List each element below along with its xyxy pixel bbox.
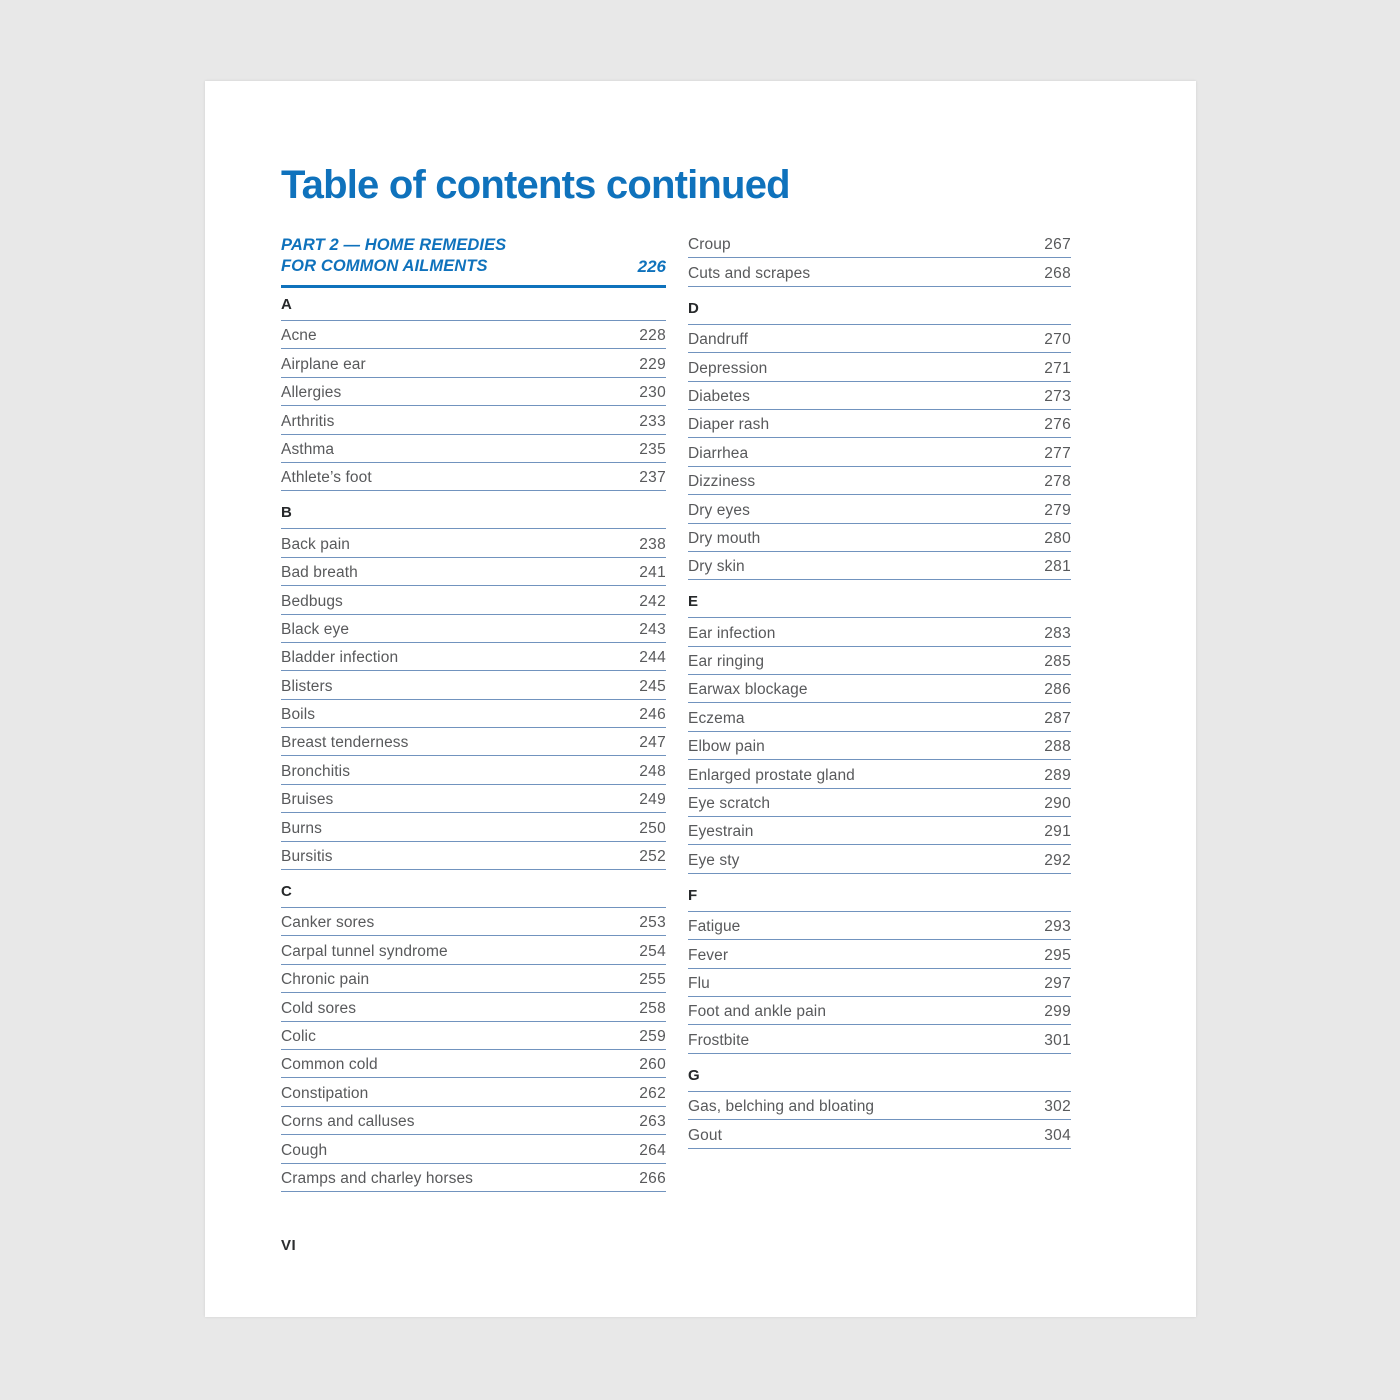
toc-entry-page-number: 279 [1044, 501, 1071, 519]
toc-entry-label: Blisters [281, 677, 333, 695]
toc-entry-page-number: 246 [639, 706, 666, 724]
toc-entry-page-number: 258 [639, 999, 666, 1017]
toc-entry-page-number: 252 [639, 848, 666, 866]
toc-entry [281, 615, 666, 643]
toc-entry-label: Diaper rash [688, 416, 770, 434]
toc-entry-label: Common cold [281, 1056, 378, 1074]
toc-entry-page-number: 233 [639, 412, 666, 430]
toc-entry [281, 671, 666, 699]
toc-entry-label: Black eye [281, 620, 350, 638]
toc-entry-page-number: 281 [1044, 558, 1071, 576]
toc-entry [281, 1107, 666, 1135]
toc-entry-page-number: 264 [639, 1141, 666, 1159]
toc-entry-page-number: 292 [1044, 851, 1071, 869]
toc-entry-page-number: 273 [1044, 387, 1071, 405]
toc-entry-label: Eye sty [688, 851, 740, 869]
toc-entry-page-number: 295 [1044, 946, 1071, 964]
toc-entry-page-number: 286 [1044, 681, 1071, 699]
toc-entry-label: Allergies [281, 384, 342, 402]
toc-entry [688, 912, 1071, 940]
toc-entry-label: Acne [281, 327, 317, 345]
toc-entry [688, 789, 1071, 817]
toc-entry [688, 1092, 1071, 1120]
page-content [205, 81, 1071, 1254]
toc-entry [281, 558, 666, 586]
toc-entry-label: Constipation [281, 1084, 369, 1102]
toc-entry-page-number: 228 [639, 327, 666, 345]
toc-entry-page-number: 270 [1044, 331, 1071, 349]
toc-entry-label: Flu [688, 974, 710, 992]
toc-entry-page-number: 238 [639, 535, 666, 553]
toc-entry-label: Burns [281, 819, 322, 837]
toc-entry-page-number: 299 [1044, 1003, 1071, 1021]
toc-entry-page-number: 237 [639, 469, 666, 487]
folio-page-number: VI [281, 1236, 297, 1254]
toc-entry-label: Bronchitis [281, 762, 351, 780]
toc-entry [281, 321, 666, 349]
toc-entry [281, 700, 666, 728]
toc-entry [688, 1120, 1071, 1148]
toc-entry [281, 813, 666, 841]
toc-entry [688, 969, 1071, 997]
toc-entry-label: Bladder infection [281, 649, 399, 667]
toc-entry-page-number: 291 [1044, 823, 1071, 841]
toc-entry-label: Cough [281, 1141, 328, 1159]
toc-entry [688, 325, 1071, 353]
toc-entry-label: Foot and ankle pain [688, 1003, 827, 1021]
toc-entry [688, 258, 1071, 286]
toc-entry [688, 940, 1071, 968]
toc-entry [688, 552, 1071, 580]
toc-entry-label: Fever [688, 946, 729, 964]
toc-entry-label: Eyestrain [688, 823, 754, 841]
toc-entry-page-number: 255 [639, 971, 666, 989]
toc-entry-label: Dry eyes [688, 501, 750, 519]
toc-entry-page-number: 285 [1044, 653, 1071, 671]
toc-entry [281, 785, 666, 813]
toc-entry [688, 760, 1071, 788]
toc-entry [281, 586, 666, 614]
toc-entry-page-number: 263 [639, 1113, 666, 1131]
toc-entry-page-number: 268 [1044, 264, 1071, 282]
part-heading-line2: FOR COMMON AILMENTS [281, 257, 488, 275]
toc-entry-label: Arthritis [281, 412, 335, 430]
toc-entry-label: Dizziness [688, 473, 756, 491]
toc-blocks-right [688, 230, 1071, 1149]
toc-entry [688, 845, 1071, 873]
toc-entry-page-number: 297 [1044, 974, 1071, 992]
toc-entry-label: Carpal tunnel syndrome [281, 942, 448, 960]
toc-entry [281, 936, 666, 964]
toc-entry-page-number: 277 [1044, 444, 1071, 462]
section-letter-c: C [281, 879, 666, 908]
toc-entry-page-number: 290 [1044, 795, 1071, 813]
toc-entry-page-number: 235 [639, 440, 666, 458]
toc-entry-page-number: 283 [1044, 624, 1071, 642]
toc-entry-label: Elbow pain [688, 738, 765, 756]
section-letter-b: B [281, 500, 666, 529]
toc-blocks-left [281, 292, 666, 1192]
toc-entry-label: Back pain [281, 535, 350, 553]
part-heading-line1: PART 2 — HOME REMEDIES [281, 236, 507, 254]
toc-entry-label: Ear ringing [688, 653, 765, 671]
toc-entry-page-number: 301 [1044, 1031, 1071, 1049]
toc-entry-page-number: 248 [639, 762, 666, 780]
toc-entry-label: Gout [688, 1126, 723, 1144]
toc-entry-label: Bedbugs [281, 592, 343, 610]
toc-entry-label: Earwax blockage [688, 681, 808, 699]
toc-entry-label: Dry skin [688, 558, 745, 576]
toc-entry-page-number: 253 [639, 914, 666, 932]
toc-entry-page-number: 250 [639, 819, 666, 837]
toc-entry [281, 756, 666, 784]
toc-entry-label: Cold sores [281, 999, 357, 1017]
toc-entry-page-number: 254 [639, 942, 666, 960]
toc-entry-page-number: 288 [1044, 738, 1071, 756]
toc-entry [281, 643, 666, 671]
toc-entry [688, 410, 1071, 438]
toc-entry [688, 618, 1071, 646]
toc-entry-label: Depression [688, 359, 768, 377]
toc-entry [281, 993, 666, 1021]
toc-entry [688, 230, 1071, 258]
toc-entry [281, 908, 666, 936]
toc-entry [281, 1135, 666, 1163]
toc-entry-label: Corns and calluses [281, 1113, 415, 1131]
toc-entry [688, 817, 1071, 845]
toc-entry-page-number: 287 [1044, 709, 1071, 727]
toc-entry [688, 467, 1071, 495]
toc-columns [281, 230, 1071, 1192]
toc-entry-label: Frostbite [688, 1031, 750, 1049]
toc-entry-page-number: 271 [1044, 359, 1071, 377]
toc-entry-page-number: 280 [1044, 529, 1071, 547]
toc-entry-page-number: 302 [1044, 1098, 1071, 1116]
toc-entry-label: Dry mouth [688, 529, 761, 547]
toc-entry [688, 1025, 1071, 1053]
toc-entry-label: Bruises [281, 791, 334, 809]
toc-entry [688, 353, 1071, 381]
toc-entry-label: Canker sores [281, 914, 375, 932]
toc-entry-label: Diabetes [688, 387, 750, 405]
toc-entry-label: Athlete’s foot [281, 469, 372, 487]
section-letter-d: D [688, 296, 1071, 325]
toc-entry-label: Bad breath [281, 564, 358, 582]
toc-entry-page-number: 245 [639, 677, 666, 695]
section-letter-e: E [688, 589, 1071, 618]
part-heading-lines [281, 235, 506, 277]
toc-entry-page-number: 266 [639, 1169, 666, 1187]
toc-entry-page-number: 260 [639, 1056, 666, 1074]
toc-entry-label: Gas, belching and bloating [688, 1098, 875, 1116]
part-heading-page-number: 226 [637, 257, 666, 276]
toc-entry [688, 524, 1071, 552]
toc-entry-page-number: 278 [1044, 473, 1071, 491]
toc-entry-page-number: 304 [1044, 1126, 1071, 1144]
toc-entry [281, 529, 666, 557]
toc-entry-page-number: 259 [639, 1027, 666, 1045]
toc-entry [281, 349, 666, 377]
toc-column-right [688, 230, 1071, 1149]
toc-entry-label: Asthma [281, 440, 335, 458]
toc-entry [688, 647, 1071, 675]
toc-entry [688, 382, 1071, 410]
toc-entry-page-number: 230 [639, 384, 666, 402]
toc-entry-label: Eczema [688, 709, 745, 727]
toc-entry [688, 438, 1071, 466]
toc-entry-page-number: 243 [639, 620, 666, 638]
toc-entry-page-number: 229 [639, 355, 666, 373]
toc-entry [281, 1050, 666, 1078]
toc-entry-label: Bursitis [281, 848, 333, 866]
document-page [205, 81, 1196, 1317]
toc-entry [281, 435, 666, 463]
toc-entry-label: Dandruff [688, 331, 748, 349]
section-letter-a: A [281, 292, 666, 321]
toc-entry [688, 495, 1071, 523]
toc-entry-label: Breast tenderness [281, 734, 409, 752]
toc-entry-label: Enlarged prostate gland [688, 766, 855, 784]
toc-entry-page-number: 242 [639, 592, 666, 610]
toc-entry [688, 675, 1071, 703]
toc-entry-label: Airplane ear [281, 355, 366, 373]
toc-entry [688, 732, 1071, 760]
toc-entry-page-number: 262 [639, 1084, 666, 1102]
section-letter-g: G [688, 1063, 1071, 1092]
toc-entry [281, 463, 666, 491]
toc-entry-page-number: 249 [639, 791, 666, 809]
toc-entry [281, 1164, 666, 1192]
toc-entry-label: Chronic pain [281, 971, 370, 989]
part-heading [281, 230, 666, 288]
toc-entry-label: Ear infection [688, 624, 776, 642]
toc-entry [281, 1022, 666, 1050]
toc-entry-label: Fatigue [688, 918, 741, 936]
toc-entry [281, 406, 666, 434]
toc-entry-page-number: 289 [1044, 766, 1071, 784]
toc-entry [688, 703, 1071, 731]
toc-entry-page-number: 293 [1044, 918, 1071, 936]
toc-entry-label: Eye scratch [688, 795, 771, 813]
toc-entry [281, 1078, 666, 1106]
toc-entry-label: Boils [281, 706, 316, 724]
page-title: Table of contents continued [281, 163, 790, 207]
toc-entry-page-number: 244 [639, 649, 666, 667]
toc-entry-page-number: 267 [1044, 236, 1071, 254]
toc-entry-label: Cramps and charley horses [281, 1169, 474, 1187]
toc-entry [281, 842, 666, 870]
toc-entry [281, 728, 666, 756]
toc-entry-page-number: 241 [639, 564, 666, 582]
section-letter-f: F [688, 883, 1071, 912]
toc-entry-label: Croup [688, 236, 731, 254]
toc-entry-label: Diarrhea [688, 444, 749, 462]
toc-entry-page-number: 276 [1044, 416, 1071, 434]
toc-column-left [281, 230, 666, 1192]
toc-entry [281, 965, 666, 993]
toc-entry-label: Cuts and scrapes [688, 264, 811, 282]
toc-entry-label: Colic [281, 1027, 316, 1045]
toc-entry [688, 997, 1071, 1025]
toc-entry-page-number: 247 [639, 734, 666, 752]
toc-entry [281, 378, 666, 406]
